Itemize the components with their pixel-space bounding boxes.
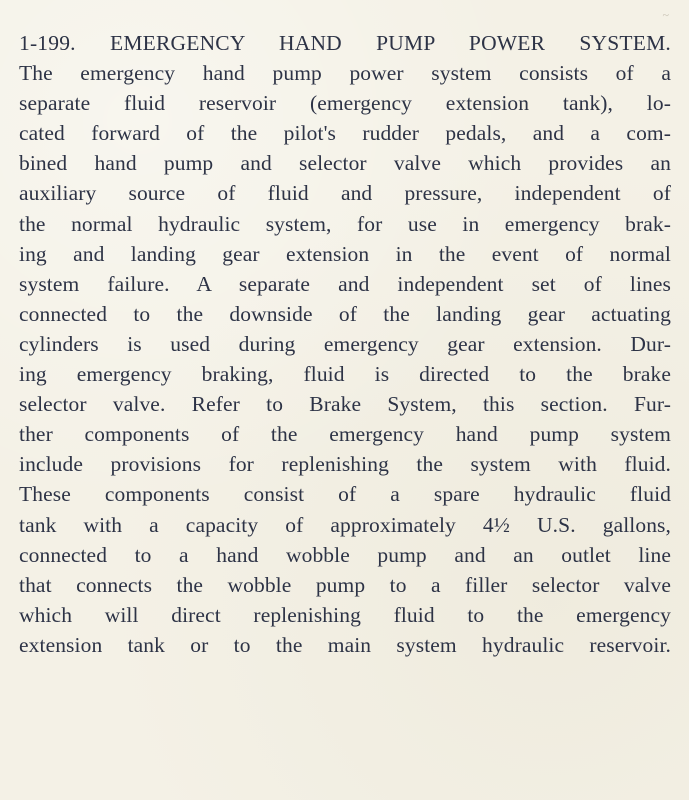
page-corner-mark: ~ <box>662 8 669 22</box>
text-line-11: ing emergency braking, fluid is directed to the brake <box>19 362 671 387</box>
text-line-17: connected to a hand wobble pump and an outlet line <box>19 542 671 567</box>
text-line-12: selector valve. Refer to Brake System, this section. Fur- <box>19 392 671 417</box>
text-line-10: cylinders is used during emergency gear extension. Dur- <box>19 331 671 356</box>
section-number: 1-199. <box>19 31 76 55</box>
text-line-2: separate fluid reservoir (emergency extension tank), lo- <box>19 91 671 116</box>
text-line-6: the normal hydraulic system, for use in emergency brak- <box>19 211 671 236</box>
text-line-9: connected to the downside of the landing gear actuating <box>19 301 671 326</box>
text-line-8: system failure. A separate and independent set of lines <box>19 271 671 296</box>
text-line-15: These components consist of a spare hydraulic fluid <box>19 482 671 507</box>
text-line-7: ing and landing gear extension in the event of normal <box>19 241 671 266</box>
text-line-18: that connects the wobble pump to a filler selector valve <box>19 572 671 597</box>
section-title: EMERGENCY HAND PUMP POWER SYSTEM. <box>109 31 671 55</box>
text-line-16: tank with a capacity of approximately 4½ U.S. gallons, <box>19 512 671 537</box>
text-line-5: auxiliary source of fluid and pressure, independent of <box>19 181 671 206</box>
text-line-14: include provisions for replenishing the system with fluid. <box>19 452 671 477</box>
text-line-1: The emergency hand pump power system consists of a <box>19 61 671 86</box>
body-text <box>19 28 671 660</box>
text-line-19: which will direct replenishing fluid to the emergency <box>19 602 671 627</box>
text-line-3: cated forward of the pilot's rudder pedals, and a com- <box>19 121 671 146</box>
section-heading <box>19 28 671 58</box>
text-line-20: extension tank or to the main system hydraulic reservoir. <box>19 632 671 657</box>
text-line-13: ther components of the emergency hand pump system <box>19 422 671 447</box>
text-line-4: bined hand pump and selector valve which provides an <box>19 151 671 176</box>
